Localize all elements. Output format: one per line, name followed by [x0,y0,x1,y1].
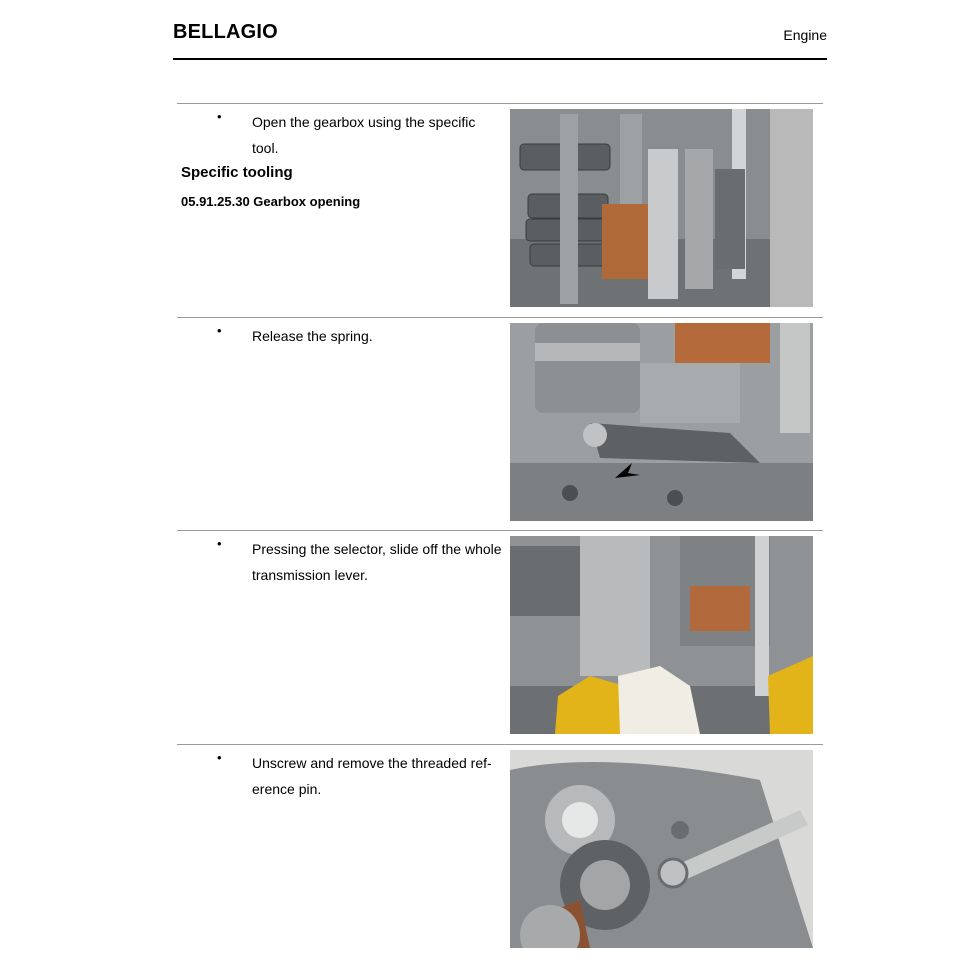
bullet: • [217,109,222,124]
step-2-text-column [177,318,505,531]
step-3-text-column [177,531,505,744]
step-2 [177,317,823,531]
step-1 [177,103,823,317]
brand-title: BELLAGIO [173,21,278,43]
step-4-instruction: Unscrew and remove the threaded ref-erence pin. [252,755,492,797]
step-3-photo-selector [510,536,813,734]
step-3-instruction: Pressing the selector, slide off the whole transmission lever. [252,541,502,583]
step-3 [177,530,823,744]
step-2-instruction: Release the spring. [252,328,373,344]
step-2-photo-spring [510,323,813,521]
section-title: Engine [783,27,827,43]
bullet: • [217,323,222,338]
specific-tooling-item: 05.91.25.30 Gearbox opening [181,194,361,209]
step-4-photo-reference-pin [510,750,813,948]
step-4 [177,744,823,958]
step-1-text-column [177,104,505,317]
bullet: • [217,536,222,551]
specific-tooling-heading: Specific tooling [181,164,293,181]
bullet: • [217,750,222,765]
step-4-text-column [177,745,505,958]
step-1-instruction: Open the gearbox using the specific tool. [252,114,476,156]
step-1-photo-gearbox [510,109,813,307]
page-header [173,20,827,60]
